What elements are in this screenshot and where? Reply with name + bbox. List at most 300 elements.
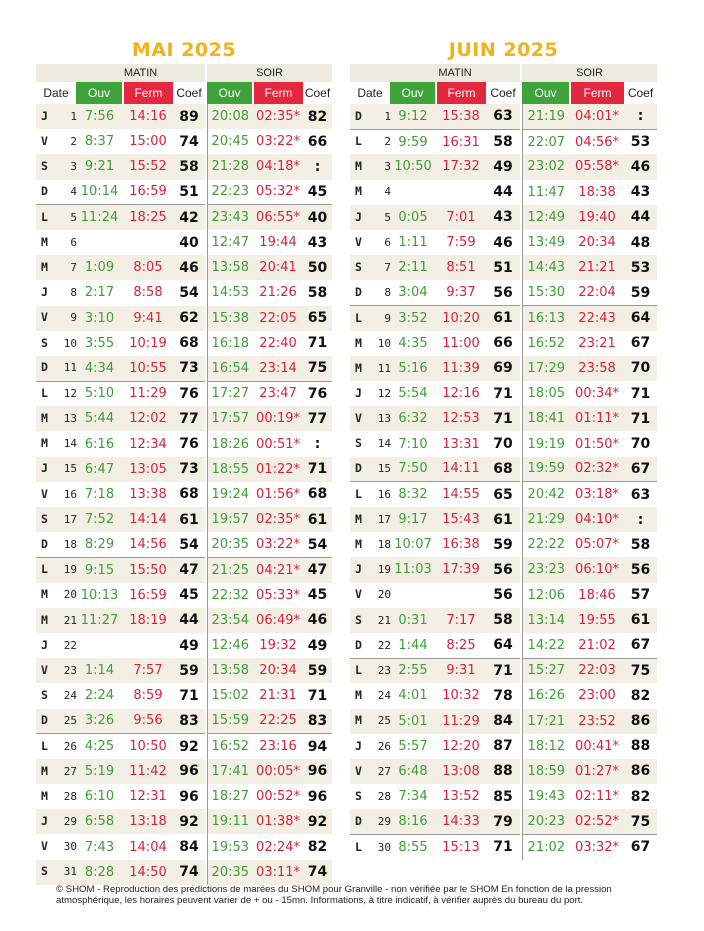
morning-coef: 88: [486, 759, 520, 784]
date-cell: [350, 230, 390, 255]
morning-close-time: 15:52: [123, 154, 173, 179]
evening-open-time: 15:38: [207, 306, 253, 331]
evening-open-time: 16:26: [522, 683, 570, 708]
evening-open-time: 15:02: [207, 683, 253, 708]
evening-close-time: 20:34: [578, 235, 616, 251]
day-letter: L: [355, 663, 362, 678]
table-row: [350, 431, 657, 456]
table-row: [350, 734, 657, 759]
morning-coef: 46: [173, 255, 205, 280]
table-row: [36, 431, 332, 456]
morning-open-time: 3:52: [390, 306, 436, 331]
day-number: 28: [377, 789, 391, 803]
morning-close-time: 8:59: [133, 688, 163, 704]
evening-open-time: 21:25: [207, 557, 253, 582]
morning-open-time: 5:10: [76, 381, 123, 406]
morning-close-time: 14:14: [123, 507, 173, 532]
table-row: [36, 809, 332, 834]
table-row: [36, 557, 332, 582]
morning-close-time: 16:31: [436, 129, 486, 154]
morning-coef: 61: [173, 507, 205, 532]
day-number: 7: [70, 260, 77, 274]
morning-open-time: 7:56: [76, 104, 123, 129]
day-number: 11: [63, 361, 77, 375]
morning-coef: 44: [173, 608, 205, 633]
morning-close-time: 13:38: [129, 486, 167, 502]
morning-open-time: [76, 633, 123, 658]
evening-close-time: 18:38: [578, 184, 616, 200]
day-letter: S: [355, 436, 362, 451]
day-number: 1: [70, 109, 77, 123]
evening-open-time: 23:43: [207, 205, 253, 230]
evening-close-time: 21:02: [578, 637, 616, 653]
morning-close-time: 7:57: [123, 658, 173, 683]
morning-close-time: 10:19: [129, 335, 167, 351]
evening-close-time: 00:52*: [256, 789, 301, 805]
evening-coef: 56: [624, 557, 657, 582]
evening-close-time: 03:22*: [256, 537, 301, 553]
day-number: 4: [70, 185, 77, 199]
morning-close-time: 9:37: [446, 285, 476, 301]
date-cell: [350, 734, 390, 759]
morning-coef: 71: [486, 834, 520, 859]
table-row: [350, 557, 657, 582]
morning-coef: 77: [173, 406, 205, 431]
evening-close-time: 02:52*: [570, 809, 624, 834]
morning-open-time: 6:32: [390, 406, 436, 431]
morning-close-time: [436, 180, 486, 205]
morning-open-time: 1:44: [398, 637, 428, 653]
morning-coef: 89: [173, 104, 205, 129]
morning-coef: 68: [179, 335, 199, 352]
morning-coef: 40: [179, 234, 199, 251]
morning-coef: 96: [179, 788, 199, 805]
evening-coef: 63: [624, 482, 657, 507]
day-letter: D: [41, 536, 48, 551]
day-number: 15: [377, 462, 391, 476]
evening-open-time: 14:43: [522, 255, 570, 280]
morning-coef: 56: [493, 284, 513, 301]
date-cell: [350, 709, 390, 734]
date-cell: [36, 255, 76, 280]
day-number: 4: [384, 185, 391, 199]
day-letter: M: [41, 587, 48, 602]
day-number: 6: [384, 235, 391, 249]
morning-coef: 85: [493, 788, 513, 805]
evening-open-time: 16:52: [522, 331, 570, 356]
morning-open-time: 2:24: [84, 688, 115, 704]
soir-header: SOIR: [207, 64, 332, 82]
ouv-header: Ouv: [207, 82, 253, 104]
morning-close-time: 13:31: [442, 436, 480, 452]
evening-open-time: 18:26: [207, 431, 253, 456]
evening-coef: 82: [303, 104, 332, 129]
evening-open-time: 18:55: [207, 457, 253, 482]
evening-coef: 71: [307, 335, 328, 352]
evening-coef: 53: [624, 255, 657, 280]
evening-close-time: 06:49*: [253, 608, 303, 633]
evening-coef: 71: [624, 406, 657, 431]
evening-close-time: 01:27*: [570, 759, 624, 784]
morning-open-time: 7:10: [398, 436, 428, 452]
evening-open-time: 14:53: [207, 280, 253, 305]
morning-coef: 66: [493, 335, 513, 352]
day-number: 13: [63, 412, 77, 426]
date-cell: [36, 457, 76, 482]
day-letter: V: [41, 486, 48, 501]
morning-close-time: 16:59: [129, 184, 167, 200]
evening-open-time: 20:08: [207, 104, 253, 129]
evening-close-time: 01:11*: [570, 406, 624, 431]
date-cell: [350, 784, 390, 809]
evening-open-time: 21:02: [522, 834, 570, 859]
evening-coef: 43: [307, 234, 328, 251]
ouv-header: Ouv: [390, 82, 436, 104]
evening-close-time: 03:32*: [570, 834, 624, 859]
morning-open-time: 4:35: [398, 335, 428, 351]
date-cell: [350, 154, 390, 179]
evening-open-time: 17:29: [522, 356, 570, 381]
date-cell: [350, 507, 390, 532]
evening-close-time: 02:24*: [256, 839, 301, 855]
morning-open-time: 11:03: [390, 557, 436, 582]
date-cell: [36, 507, 76, 532]
evening-open-time: 17:21: [522, 709, 570, 734]
day-number: 10: [63, 336, 77, 350]
evening-coef: 44: [624, 205, 657, 230]
morning-open-time: 8:37: [84, 134, 115, 150]
morning-close-time: 9:56: [123, 709, 173, 734]
evening-close-time: 19:44: [259, 235, 297, 251]
day-number: 30: [377, 840, 391, 854]
morning-close-time: 14:11: [436, 457, 486, 482]
evening-open-time: 21:19: [522, 104, 570, 129]
table-row: [350, 633, 657, 658]
evening-coef: :: [303, 154, 332, 179]
day-letter: V: [355, 411, 362, 426]
evening-open-time: 20:35: [207, 532, 253, 557]
table-row: [36, 834, 332, 859]
table-row: [350, 608, 657, 633]
day-letter: M: [355, 713, 362, 728]
table-row: [350, 280, 657, 305]
evening-close-time: 05:33*: [256, 587, 301, 603]
date-cell: [36, 633, 76, 658]
footer-line: © SHOM - Reproduction des prédictions de marées du SHOM pour Granville - non vérifiée par le SHOM En fonction de la pression: [56, 884, 612, 895]
day-number: 21: [63, 613, 77, 627]
evening-coef: 40: [303, 205, 332, 230]
evening-open-time: 14:22: [522, 633, 570, 658]
evening-open-time: 16:54: [207, 356, 253, 381]
evening-coef: 82: [307, 839, 328, 856]
morning-close-time: 15:00: [129, 134, 167, 150]
date-cell: [36, 583, 76, 608]
evening-coef: 50: [303, 255, 332, 280]
evening-close-time: 00:51*: [256, 436, 301, 452]
day-number: 12: [63, 387, 77, 401]
evening-open-time: 13:58: [207, 658, 253, 683]
date-cell: [36, 482, 76, 507]
evening-open-time: 17:27: [207, 381, 253, 406]
evening-coef: 67: [624, 834, 657, 859]
table-row: [350, 381, 657, 406]
date-cell: [36, 381, 76, 406]
evening-coef: 67: [630, 335, 651, 352]
morning-open-time: 7:52: [76, 507, 123, 532]
date-cell: [350, 381, 390, 406]
month-title: JUIN 2025: [448, 39, 559, 61]
morning-close-time: 13:52: [442, 789, 480, 805]
morning-close-time: 16:38: [442, 537, 480, 553]
day-number: 26: [377, 739, 391, 753]
table-row: [350, 255, 657, 280]
date-cell: [350, 280, 390, 305]
evening-open-time: 18:27: [207, 784, 253, 809]
month-may: [36, 36, 332, 885]
evening-coef: 58: [307, 284, 328, 301]
evening-coef: 94: [303, 734, 332, 759]
date-cell: [350, 431, 390, 456]
evening-open-time: 18:05: [522, 381, 570, 406]
day-number: 18: [377, 538, 391, 552]
date-cell: [350, 180, 390, 205]
day-letter: M: [41, 259, 48, 274]
day-number: 6: [70, 235, 77, 249]
morning-open-time: 9:59: [390, 129, 436, 154]
evening-close-time: 22:40: [259, 335, 297, 351]
evening-open-time: 12:46: [207, 633, 253, 658]
evening-close-time: 04:01*: [570, 104, 624, 129]
morning-coef: 69: [486, 356, 520, 381]
morning-open-time: 4:01: [398, 688, 428, 704]
table-row: [350, 784, 657, 809]
morning-open-time: 5:54: [398, 386, 428, 402]
day-letter: S: [41, 159, 48, 174]
morning-open-time: 8:32: [390, 482, 436, 507]
table-row: [350, 583, 657, 608]
evening-close-time: 18:46: [578, 587, 616, 603]
morning-open-time: 6:16: [84, 436, 115, 452]
morning-open-time: 5:57: [398, 738, 428, 754]
ouv-header: Ouv: [76, 82, 123, 104]
morning-coef: 64: [493, 637, 513, 654]
morning-close-time: 12:16: [442, 386, 480, 402]
morning-coef: 58: [486, 129, 520, 154]
morning-close-time: 12:53: [436, 406, 486, 431]
evening-close-time: 21:31: [259, 688, 297, 704]
day-letter: V: [41, 134, 48, 149]
day-number: 17: [377, 512, 391, 526]
evening-open-time: 19:53: [207, 834, 253, 859]
evening-close-time: 22:03: [570, 658, 624, 683]
evening-close-time: 04:18*: [253, 154, 303, 179]
morning-close-time: 14:50: [123, 860, 173, 885]
evening-close-time: 02:11*: [575, 789, 620, 805]
morning-coef: 61: [486, 507, 520, 532]
date-cell: [36, 834, 76, 859]
morning-open-time: 9:15: [76, 557, 123, 582]
day-letter: S: [41, 864, 48, 879]
date-header: Date: [36, 82, 76, 104]
evening-open-time: 19:24: [207, 482, 253, 507]
day-number: 8: [384, 285, 391, 299]
footer-line: atmosphérique, les horaires peuvent varier de + ou - 15mn. Informations, à titre indicatif, à vérifier auprès du bureau du port.: [56, 895, 584, 906]
table-row: [36, 129, 332, 154]
morning-open-time: 3:26: [76, 709, 123, 734]
evening-coef: 77: [303, 406, 332, 431]
table-row: [36, 306, 332, 331]
day-letter: M: [41, 763, 48, 778]
evening-open-time: 18:59: [522, 759, 570, 784]
evening-coef: 46: [303, 608, 332, 633]
day-letter: S: [355, 612, 362, 627]
morning-coef: 49: [179, 637, 199, 654]
evening-coef: 88: [630, 738, 651, 755]
evening-coef: 96: [307, 788, 328, 805]
day-letter: L: [41, 738, 48, 753]
morning-coef: 84: [486, 709, 520, 734]
day-letter: M: [41, 788, 48, 803]
day-letter: M: [355, 688, 362, 703]
table-row: [350, 406, 657, 431]
table-row: [36, 356, 332, 381]
evening-close-time: 04:56*: [570, 129, 624, 154]
evening-close-time: 01:56*: [256, 486, 301, 502]
evening-open-time: 23:02: [522, 154, 570, 179]
coef-header: Coef: [303, 82, 332, 104]
ouv-header: Ouv: [522, 82, 570, 104]
day-letter: J: [355, 385, 362, 400]
evening-open-time: 20:45: [207, 129, 253, 154]
day-number: 14: [377, 437, 391, 451]
evening-open-time: 22:22: [522, 532, 570, 557]
date-cell: [36, 431, 76, 456]
evening-open-time: 20:23: [522, 809, 570, 834]
evening-close-time: 21:26: [259, 285, 297, 301]
morning-coef: 78: [493, 687, 513, 704]
evening-open-time: 18:12: [522, 734, 570, 759]
evening-coef: 71: [630, 385, 651, 402]
morning-close-time: 11:29: [436, 709, 486, 734]
morning-close-time: 11:42: [123, 759, 173, 784]
day-letter: L: [355, 839, 362, 854]
morning-open-time: 3:55: [84, 335, 115, 351]
day-number: 3: [384, 160, 391, 174]
table-row: [36, 633, 332, 658]
evening-coef: 48: [630, 234, 651, 251]
evening-open-time: 20:42: [522, 482, 570, 507]
date-cell: [36, 129, 76, 154]
day-number: 5: [384, 210, 391, 224]
evening-open-time: 19:43: [522, 784, 570, 809]
morning-close-time: 17:39: [436, 557, 486, 582]
evening-coef: 45: [307, 587, 328, 604]
evening-close-time: 00:34*: [575, 386, 620, 402]
date-cell: [36, 406, 76, 431]
day-letter: V: [41, 662, 48, 677]
day-number: 7: [384, 260, 391, 274]
evening-close-time: 23:00: [578, 688, 616, 704]
evening-close-time: 01:22*: [253, 457, 303, 482]
evening-open-time: 23:23: [522, 557, 570, 582]
day-number: 26: [63, 739, 77, 753]
morning-close-time: 7:01: [436, 205, 486, 230]
day-letter: J: [41, 461, 48, 476]
table-row: [350, 180, 657, 205]
morning-close-time: 11:39: [436, 356, 486, 381]
day-letter: S: [41, 511, 48, 526]
evening-coef: 86: [624, 759, 657, 784]
morning-open-time: 1:14: [76, 658, 123, 683]
evening-close-time: 02:35*: [253, 104, 303, 129]
morning-coef: 96: [173, 759, 205, 784]
evening-open-time: 23:54: [207, 608, 253, 633]
evening-coef: 61: [624, 608, 657, 633]
evening-close-time: 22:04: [578, 285, 616, 301]
day-letter: L: [355, 134, 362, 149]
morning-coef: 71: [493, 385, 513, 402]
evening-close-time: 22:25: [253, 709, 303, 734]
day-letter: D: [355, 108, 362, 123]
morning-coef: 54: [179, 536, 199, 553]
date-cell: [350, 683, 390, 708]
morning-close-time: [123, 633, 173, 658]
morning-close-time: 10:32: [442, 688, 480, 704]
day-letter: S: [41, 335, 48, 350]
evening-coef: 53: [624, 129, 657, 154]
table-row: [36, 532, 332, 557]
date-cell: [350, 104, 390, 129]
day-number: 13: [377, 412, 391, 426]
day-number: 30: [63, 840, 77, 854]
day-number: 19: [377, 563, 391, 577]
table-row: [36, 583, 332, 608]
morning-open-time: 6:48: [390, 759, 436, 784]
evening-coef: 74: [303, 860, 332, 885]
evening-open-time: 19:57: [207, 507, 253, 532]
day-letter: J: [355, 738, 362, 753]
evening-open-time: 19:59: [522, 457, 570, 482]
day-number: 28: [63, 789, 77, 803]
morning-open-time: 10:07: [394, 537, 432, 553]
morning-close-time: 12:31: [129, 789, 167, 805]
day-letter: M: [355, 537, 362, 552]
table-row: [36, 280, 332, 305]
morning-coef: 61: [486, 306, 520, 331]
morning-close-time: [123, 230, 173, 255]
day-number: 1: [384, 109, 391, 123]
day-number: 24: [63, 689, 77, 703]
day-number: 29: [63, 815, 77, 829]
day-number: 24: [377, 689, 391, 703]
morning-coef: 65: [486, 482, 520, 507]
day-letter: M: [355, 159, 362, 174]
morning-close-time: 18:25: [123, 205, 173, 230]
morning-coef: 76: [173, 381, 205, 406]
day-letter: M: [355, 360, 362, 375]
evening-close-time: 02:35*: [253, 507, 303, 532]
morning-open-time: 8:55: [390, 834, 436, 859]
day-letter: J: [41, 814, 48, 829]
table-row: [36, 255, 332, 280]
evening-open-time: 22:23: [207, 180, 253, 205]
date-cell: [350, 457, 390, 482]
day-letter: V: [355, 763, 362, 778]
morning-coef: 79: [486, 809, 520, 834]
table-row: [350, 230, 657, 255]
morning-open-time: 9:17: [390, 507, 436, 532]
day-number: 23: [63, 663, 77, 677]
